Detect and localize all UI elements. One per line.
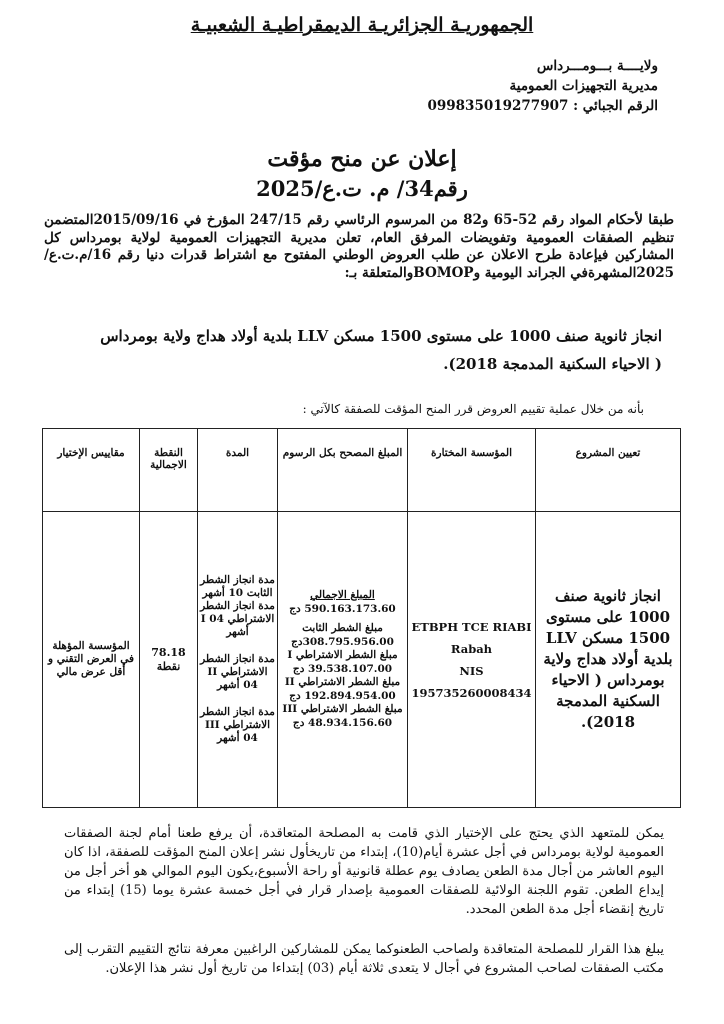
amount-conditional-2: مبلغ الشطر الاشتراطي II 192.894.954.00 دج <box>284 676 401 702</box>
header-score: النقطة الاجمالية <box>140 429 198 512</box>
header-amount: المبلغ المصحح بكل الرسوم <box>278 429 408 512</box>
tax-id-line: الرقم الجبائي : 099835019277907 <box>427 98 658 114</box>
appeal-paragraph: يمكن للمتعهد الذي يحتج على الإختيار الذي قامت به المصلحة المتعاقدة، أن يرفع طعنا أمام لجنة الصفقات العمومية لولاية بومرداس في أجل عشرة أيام(10)، إبتداء من تاريخأول نشر إعلان المنح المؤقت للصفقة، اذا كان اليوم العاشر من أجال مدة الطعن يصادف يوم عطلة قانونية أو راحة الأسبوع،يكون اليوم الموالي هو أخر أجل من إيداع الطعن. تقوم اللجنة الولائية للصفقات العمومية بإصدار قرار في أجل خمسة عشرة يوما (15) إبتداء من تاريخ إنقضاء أجل مدة الطعن المحدد. <box>64 826 664 917</box>
intro-paragraph: طبقا لأحكام المواد رقم 52-65 و82 من المرسوم الرئاسي رقم 247/15 المؤرخ في 2015/09/16المتضمن تنظيم الصفقات العمومية وتفويضات المرفق العام، تعلن مديرية التجهيزات العمومية لولاية بومرداس كل المشاركين فيإعادة طرح الاعلان عن طلب العروض الوطني المفتوح مع اشتراط قدرات دنيا رقم 16/م.ت.ع/ 2025المشهرةفي الجراند اليومية وBOMOPوالمتعلقة بـ: <box>44 212 674 281</box>
amount-conditional-3: مبلغ الشطر الاشتراطي III 48.934.156.60 دج <box>282 703 403 729</box>
header-project: تعيين المشروع <box>536 429 681 512</box>
table-row <box>43 512 681 808</box>
duration-conditional-2: مدة انجاز الشطر الاشتراطي II 04 أشهر <box>200 653 275 691</box>
cell-project: انجاز ثانوية صنف 1000 على مستوى 1500 مسكن LLV بلدية أولاد هداج ولاية بومرداس ( الاحياء السكنية المدمجة 2018). <box>536 512 681 808</box>
duration-conditional-3: مدة انجاز الشطر الاشتراطي III 04 أشهر <box>200 706 275 744</box>
header-criteria: مقاييس الإختيار <box>43 429 140 512</box>
amount-conditional-1: مبلغ الشطر الاشتراطي I 39.538.107.00 دج <box>287 649 398 675</box>
wilaya-line: ولايــــة بـــومـــرداس <box>536 58 658 74</box>
project-line-2: ( الاحياء السكنية المدمجة 2018). <box>443 355 662 373</box>
cell-firm <box>408 512 536 808</box>
award-table <box>42 428 681 808</box>
table-header-row <box>43 429 681 512</box>
announcement-title: إعلان عن منح مؤقت <box>267 146 457 172</box>
republic-title: الجمهوريـة الجزائريـة الديمقراطيـة الشعبيـة <box>190 14 534 36</box>
cell-score: 78.18 نقطة <box>140 512 198 808</box>
notification-paragraph: يبلغ هذا القرار للمصلحة المتعاقدة ولصاحب الطعنوكما يمكن للمشاركين الراغبين معرفة نتائج التقييم التقرب إلى مكتب الصفقات لصاحب المشروع في أجال لا يتعدى ثلاثة أيام (03) إبتداءا من تاريخ أول نشر هذا الإعلان. <box>64 942 664 976</box>
header-duration: المدة <box>198 429 278 512</box>
cell-criteria: المؤسسة المؤهلة في العرض التقني و أقل عرض مالي <box>43 512 140 808</box>
duration-conditional-1: مدة انجاز الشطر الاشتراطي I 04 أشهر <box>200 600 275 638</box>
announcement-number: رقم34/ م. ت.ع/2025 <box>256 176 468 201</box>
directorate-line: مديرية التجهيزات العمومية <box>509 78 658 94</box>
amount-fixed: مبلغ الشطر الثابت 308.795.956.00دج <box>291 622 394 648</box>
header-firm: المؤسسة المختارة <box>408 429 536 512</box>
amount-total-label: المبلغ الاجمالي <box>310 589 375 601</box>
cell-duration <box>198 512 278 808</box>
project-line-1: انجاز ثانوية صنف 1000 على مستوى 1500 مسكن LLV بلدية أولاد هداج ولاية بومرداس <box>100 327 662 345</box>
firm-name: ETBPH TCE RIABI Rabah <box>411 619 532 656</box>
amount-total: 590.163.173.60 دج <box>289 602 396 615</box>
cell-amount <box>278 512 408 808</box>
firm-nis-label: NIS <box>459 663 484 678</box>
firm-nis: 195735260008434 <box>411 685 532 700</box>
award-byline: بأنه من خلال عملية تقييم العروض قرر المنح المؤقت للصفقة كالآتي : <box>302 402 644 416</box>
project-heading <box>62 322 662 378</box>
duration-fixed: مدة انجاز الشطر الثابت 10 أشهر <box>200 574 275 599</box>
